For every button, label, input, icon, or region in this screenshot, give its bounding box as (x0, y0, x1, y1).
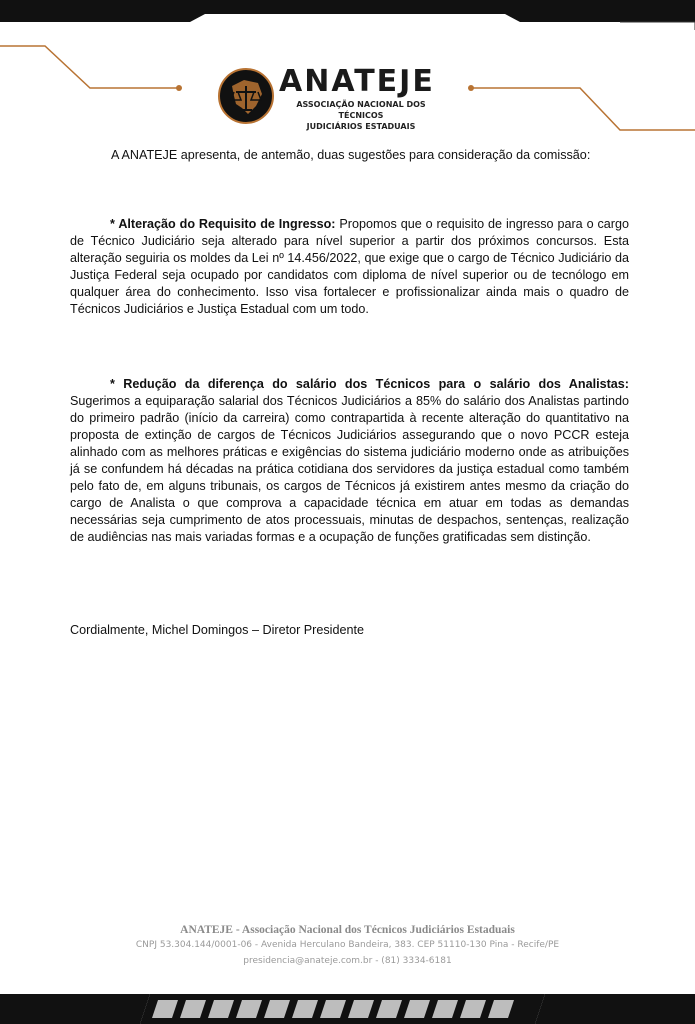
suggestion-heading-1: * Alteração do Requisito de Ingresso: (110, 217, 336, 231)
footer-title: ANATEJE - Associação Nacional dos Técnicos Judiciários Estaduais (180, 924, 515, 936)
footer-contact: presidencia@anateje.com.br - (81) 3334-6181 (243, 956, 452, 966)
footer-decoration (0, 990, 695, 1024)
suggestion-text-2: Sugerimos a equiparação salarial dos Técnicos Judiciários a 85% do salário dos Analistas partindo do primeiro padrão (início da carreira) como contrapartida à recente alteração do quantitativo na proposta de extinção de cargos de Técnicos Judiciários assegurando que o novo PCCR esteja alinhado com as melhores práticas e exigências do sistema judiciário moderno onde as atribuições já se confundem há décadas na prática cotidiana dos servidores da justiça estadual como também pelo fato de, em alguns tribunais, os cargos de Técnicos já existirem antes mesmo da criação do cargo de Analista o que comprova a capacidade técnica em atuar em todas as demandas necessárias seja cumprimento de atos processuais, minutas de despachos, sentenças, realização de audiências nas mais variadas formas e a ocupação de funções gratificadas sem distinção. (70, 394, 629, 544)
suggestion-heading-2: * Redução da diferença do salário dos Técnicos para o salário dos Analistas: (110, 377, 629, 391)
logo-subtitle-line2: JUDICIÁRIOS ESTADUAIS (306, 122, 416, 131)
logo-subtitle (278, 99, 444, 132)
anateje-logo-icon (218, 68, 274, 124)
logo-subtitle-line1: ASSOCIAÇÃO NACIONAL DOS TÉCNICOS (296, 100, 426, 120)
footer-address: CNPJ 53.304.144/0001-06 - Avenida Herculano Bandeira, 383. CEP 51110-130 Pina - Recife/PE (135, 940, 560, 950)
suggestion-paragraph-1 (70, 216, 629, 318)
suggestion-paragraph-2 (70, 376, 629, 546)
logo-wordmark: ANATEJE (279, 64, 435, 99)
suggestion-text-1: Propomos que o requisito de ingresso para o cargo de Técnico Judiciário seja alterado para nível superior a partir dos próximos concursos. Esta alteração seguiria os moldes da Lei nº 14.456/2022, que exige que o cargo de Técnico Judiciário da Justiça Federal seja ocupado por candidatos com diploma de nível superior ou de tecnólogo em qualquer área do conhecimento. Isso visa fortalecer e profissionalizar ainda mais o quadro de Técnicos Judiciários e Justiça Estadual com um todo. (70, 217, 629, 316)
closing-signature: Cordialmente, Michel Domingos – Diretor Presidente (70, 623, 364, 637)
intro-paragraph: A ANATEJE apresenta, de antemão, duas sugestões para consideração da comissão: (111, 148, 591, 162)
